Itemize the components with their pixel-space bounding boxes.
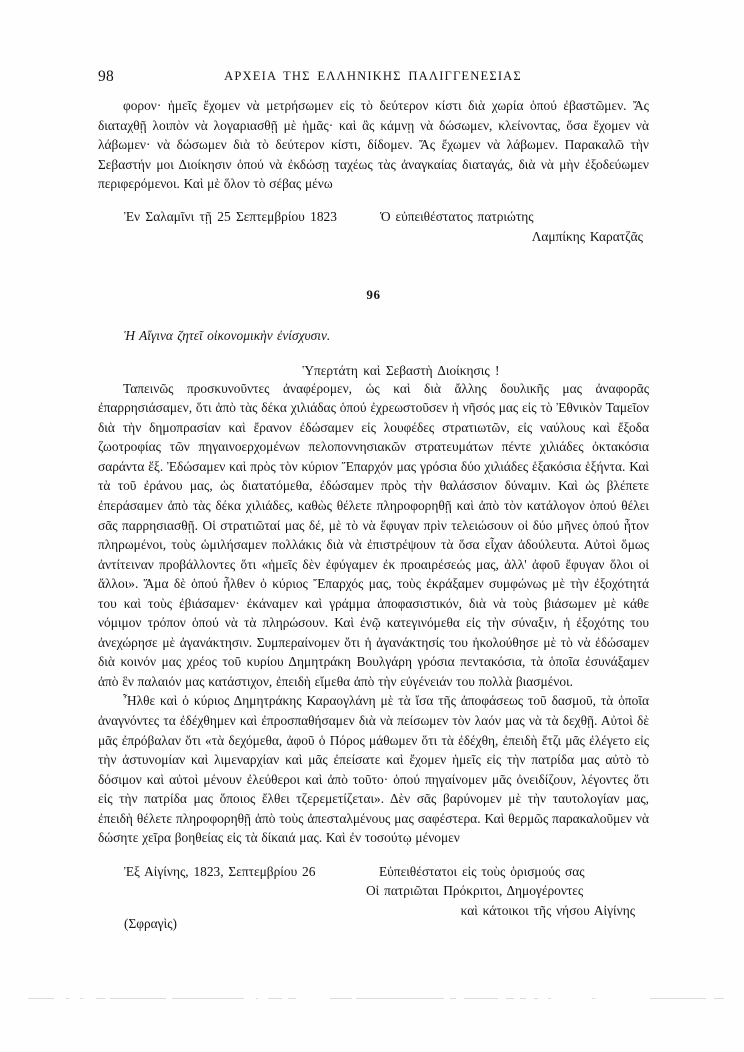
signature-block-previous	[98, 207, 649, 253]
signature-date: Ἐν Σαλαμῖνι τῇ 25 Σεπτεμβρίου 1823	[124, 208, 337, 224]
body-paragraph-1: Ταπεινῶς προσκυνοῦντες ἀναφέρομεν, ὡς καὶ διὰ ἄλλης δουλικῆς μας ἀναφορᾶς ἐπαρρησιάσαμεν, ὅτι ἀπὸ τὰς δέκα χιλιάδας ὁπού ἐχρεωστοῦσεν ἡ νῆσός μας εἰς τὸ Ἐθνικὸν Ταμεῖον διὰ τὴν δημοπρασίαν καὶ ἔρανον ἐδώσαμεν εἰς λουφέδες στρατιωτῶν, εἰς ναύλους καὶ ἔξοδα ζωοτροφίας τῶν πηγαινοερχομένων πελοποννησιακῶν στρατευμάτων πέντε χιλιάδες ὀκτακόσια σαράντα ἕξ. Ἐδώσαμεν καὶ πρὸς τὸν κύριον Ἔπαρχόν μας γρόσια δύο χιλιάδες ἑξακόσια ἑξήντα. Καὶ τὰ τοῦ ἐράνου μας, ὡς διατατόμεθα, ἐδώσαμεν πρὸς τὴν θαλάσσιον δύναμιν. Καὶ ὡς βλέπετε ἐπεράσαμεν ἀπὸ τὰς δέκα χιλιάδες, καθὼς θέλετε πληροφορηθῇ καὶ ἀπὸ τὸν κατάλογον ὁπού θέλει σᾶς παρρησιασθῇ. Οἱ στρατιῶταί μας δέ, μὲ τὸ νὰ ἔφυγαν πρὶν τελειώσουν οἱ δύο μῆνες ὁπού ἦτον πληρωμένοι, τοὺς ὡμιλήσαμεν πολλάκις διὰ νὰ ἐπιστρέψουν τὰ ὅσα εἶχαν ἀδούλευτα. Αὐτοὶ ὅμως ἀντίτειναν προβάλλοντες ὅτι «ἡμεῖς δὲν ἐφύγαμεν ἐκ προαιρέσεώς μας, ἀλλ' ἀφοῦ ἔφυγαν ὅλοι οἱ ἄλλοι». Ἅμα δὲ ὁπού ἦλθεν ὁ κύριος Ἔπαρχός μας, τοὺς ἐκράξαμεν συμφώνως μὲ τὴν ἐξοχότητά του καὶ τοὺς ἐβιάσαμεν· ἐκάναμεν καὶ γράμμα ἀποφασιστικόν, διὰ νὰ τοὺς βιάσωμεν μὲ κάθε νόμιμον τρόπον ὁπού νὰ τὰ πληρώσουν. Καὶ ἐνῷ κατεγινόμεθα εἰς τὴν σύναξιν, ἡ ἐξοχότης του ἀνεχώρησε μὲ ἀγανάκτησιν. Συμπεραίνομεν ὅτι ἡ ἀγανάκτησίς του ἠκολούθησε μὲ τὸ νὰ ἐδώσαμεν διὰ κοινόν μας χρέος τοῦ κυρίου Δημητράκη Βουλγάρη γρόσια πεντακόσια, τὰ ὁποῖα ἐσυνάξαμεν ἀπὸ ἓν παλαιόν μας κατάστιχον, ἐπειδὴ εἴμεθα ἀπὸ τὴν εὐγένειάν του πολλὰ βιασμένοι.	[98, 380, 649, 689]
document-title: Ἡ Αἴγινα ζητεῖ οἰκονομικὴν ἐνίσχυσιν.	[124, 327, 331, 343]
document-salutation: Ὑπερτάτη καὶ Σεβαστὴ Διοίκησις !	[302, 362, 500, 378]
scan-artifact-speckle	[0, 996, 744, 1002]
signature-title-line: Ὁ εὐπειθέστατος πατριώτης	[380, 208, 534, 224]
signature-block-current	[98, 862, 649, 936]
continued-paragraph: φορον· ἡμεῖς ἔχομεν νὰ μετρήσωμεν εἰς τὸ δεύτερον κίστι διὰ χωρία ὁπού ἐβαστῶμεν. Ἄς διαταχθῇ λοιπὸν νὰ λογαριασθῇ μὲ ἡμᾶς· καὶ ἂς κάμνῃ νὰ δώσωμεν, κλείνοντας, ὅσα ἔχομεν νὰ λάβωμεν· νὰ δώσωμεν διὰ τὸ δεύτερον κίστι, δίδομεν. Ἄς ἔχωμεν νὰ λάβωμεν. Παρακαλῶ τὴν Σεβαστήν μοι Διοίκησιν ὁπού νὰ ἐκδώσῃ ταχέως τὰς ἀναγκαίας διαταγάς, διὰ νὰ μὴν ἐξοδεύωμεν περιφερόμενοι. Καὶ μὲ ὅλον τὸ σέβας μένω	[98, 98, 649, 192]
closing-line-3: καὶ κάτοικοι τῆς νήσου Αἰγίνης	[460, 902, 635, 918]
page-number: 98	[98, 68, 114, 85]
closing-date: Ἐξ Αἰγίνης, 1823, Σεπτεμβρίου 26	[124, 863, 316, 879]
seal-mark: (Σφραγὶς)	[124, 915, 177, 931]
document-number: 96	[366, 286, 381, 302]
body-paragraph-2: Ἦλθε καὶ ὁ κύριος Δημητράκης Καραογλάνη μὲ τὰ ἴσα τῆς ἀποφάσεως τοῦ δασμοῦ, τὰ ὁποῖα ἀναγνόντες τα ἐδέχθημεν καὶ ἐπροσπαθήσαμεν διὰ νὰ πείσωμεν τὸν λαόν μας νὰ τὰ δεχθῇ. Αὐτοὶ δὲ μᾶς ἐπρόβαλαν ὅτι «τὰ δεχόμεθα, ἀφοῦ ὁ Πόρος μάθωμεν ὅτι τὰ ἐδέχθη, ἐπειδὴ ἔτζι μᾶς ἐλέγετο εἰς τὴν ἀστυνομίαν καὶ λιμεναρχίαν καὶ μᾶς ἐπείσατε καὶ ἔχομεν ἡμεῖς εἰς τὴν πατρίδα μας αὐτὸ τὸ δόσιμον καὶ αὐτοὶ μένουν ἐλεύθεροι καὶ ἀπὸ τοῦτο· ὁπού πηγαίνομεν μᾶς ὀνειδίζουν, λέγοντες ὅτι εἰς τὴν πατρίδα μας ὅποιος ἔλθει τζερεμετίζεται». Δὲν σᾶς βαρύνομεν μὲ τὴν ταυτολογίαν μας, ἐπειδὴ θέλετε πληροφορηθῇ ἀπὸ τοὺς ἀπεσταλμένους μας σαφέστερα. Καὶ θερμῶς παρακαλοῦμεν νὰ δώσητε χεῖρα βοηθείας εἰς τὰ δίκαιά μας. Καὶ ἐν τοσούτῳ μένομεν	[98, 693, 649, 846]
text-block	[98, 96, 649, 936]
signatory-name: Λαμπίκης Καρατζᾶς	[531, 228, 643, 244]
running-head-title: ΑΡΧΕΙΑ ΤΗΣ ΕΛΛΗΝΙΚΗΣ ΠΑΛΙΓΓΕΝΕΣΙΑΣ	[224, 69, 522, 83]
closing-signatories	[364, 862, 649, 921]
closing-line-2: Οἱ πατριῶται Πρόκριτοι, Δημογέροντες	[366, 883, 584, 899]
running-head	[98, 68, 648, 86]
closing-line-1: Εὐπειθέστατοι εἰς τοὺς ὁρισμούς σας	[379, 863, 585, 879]
signature-names	[380, 207, 649, 247]
